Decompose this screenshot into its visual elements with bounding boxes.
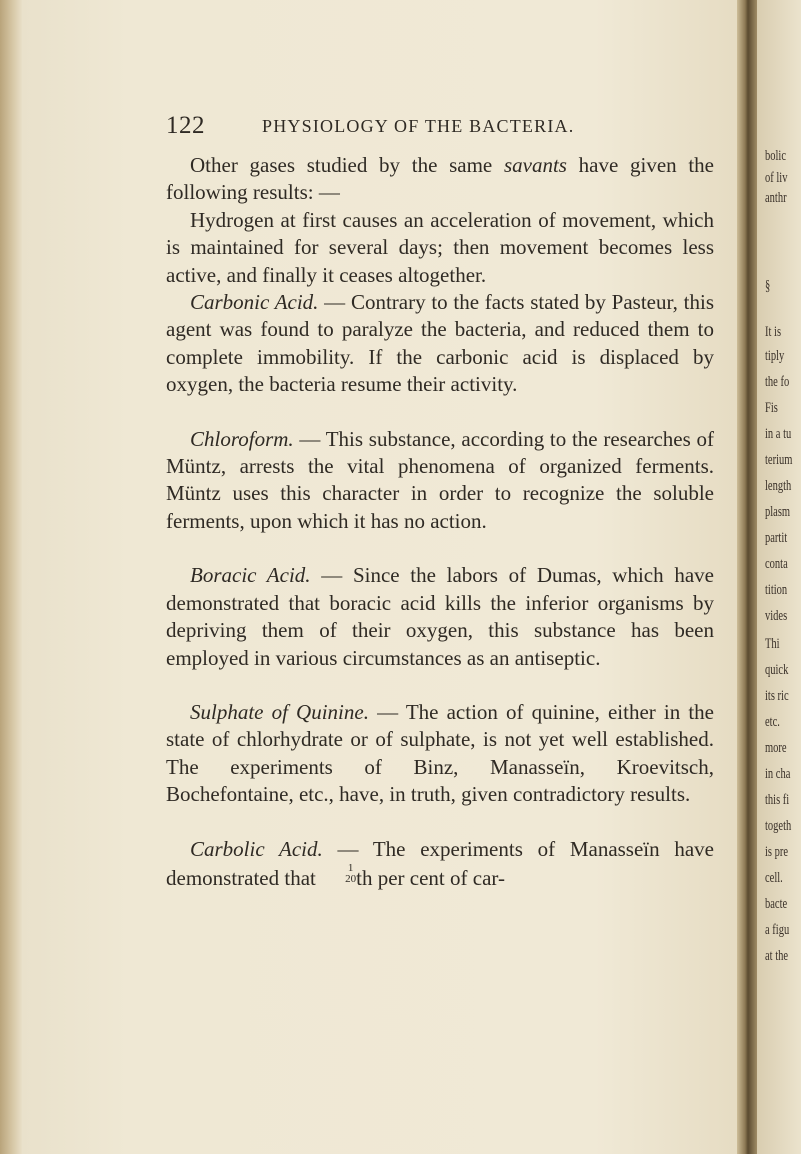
intro-emphasis: savants (503, 153, 567, 177)
paragraph-chloroform (166, 426, 714, 536)
next-page-fragment: conta (765, 556, 788, 572)
fraction-numerator: 1 (347, 861, 354, 874)
next-page-fragment: Thi (765, 636, 780, 652)
body-text (166, 152, 714, 892)
next-page-fragment: this fi (765, 792, 790, 808)
paragraph-carbolic-acid (166, 836, 714, 893)
chloroform-heading: Chloroform. (190, 426, 294, 451)
boracic-acid-dash: — (310, 563, 353, 588)
next-page-fragment: in a tu (765, 426, 792, 442)
chloroform-text: This substance, according to the researches of Müntz, arrests the vital phenomena of organized ferments. Müntz uses this character in order to recognize the soluble ferments, upon which it has no action. (166, 426, 714, 533)
sulphate-of-quinine-heading: Sulphate of Quinine. (190, 699, 369, 724)
next-page-fragment: terium (765, 452, 793, 468)
next-page-fragment: a figu (765, 922, 790, 938)
fraction (321, 863, 356, 885)
fraction-denominator: 20 (345, 872, 357, 885)
next-page-fragment: at the (765, 948, 789, 964)
next-page-fragment: of liv (765, 170, 788, 186)
next-page-fragment: anthr (765, 190, 787, 206)
paragraph-sulphate-of-quinine (166, 699, 714, 809)
carbolic-acid-heading: Carbolic Acid. (190, 836, 323, 861)
next-page-fragment: the fo (765, 374, 790, 390)
next-page-fragment: cell. (765, 870, 783, 886)
hydrogen-text: Hydrogen at first causes an acceleration of movement, which is maintained for several days; then movement becomes less active, and finally it ceases altogether. (166, 207, 714, 287)
next-page-fragment: etc. (765, 714, 780, 730)
next-page-fragment: bacte (765, 896, 788, 912)
chloroform-dash: — (293, 426, 326, 451)
carbolic-acid-text-after: th per cent of car- (356, 865, 505, 890)
intro-text-before: Other gases studied by the same (190, 153, 504, 177)
paragraph-intro (166, 152, 714, 207)
book-left-edge (0, 0, 22, 1154)
next-page-fragment: plasm (765, 504, 791, 520)
sulphate-of-quinine-dash: — (368, 699, 406, 724)
carbonic-acid-text: Contrary to the facts stated by Pasteur, this agent was found to paralyze the bacteria, and reduced them to complete immobility. If the carbonic acid is displaced by oxygen, the bacteria resume their activity. (166, 290, 714, 397)
page-header (166, 112, 726, 142)
book-gutter (737, 0, 757, 1154)
sulphate-of-quinine-text: The action of quinine, either in the state of chlorhydrate or of sulphate, is not yet well established. The experiments of Binz, Manasseïn, Kroevitsch, Bochefontaine, etc., have, in truth, given contradictory results. (166, 699, 714, 807)
paragraph-hydrogen (166, 207, 714, 289)
next-page-fragment: partit (765, 530, 788, 546)
next-page-fragment: tiply (765, 348, 785, 364)
paragraph-carbonic-acid (166, 289, 714, 399)
next-page-fragment: is pre (765, 844, 789, 860)
next-page-edge (757, 0, 801, 1154)
next-page-fragment: It is (765, 324, 782, 340)
boracic-acid-heading: Boracic Acid. (190, 563, 311, 588)
next-page-fragment: quick (765, 662, 789, 678)
next-page-fragment: tition (765, 582, 788, 598)
carbolic-acid-dash: — (322, 836, 373, 861)
boracic-acid-text: Since the labors of Dumas, which have demonstrated that boracic acid kills the inferior organisms by depriving them of their oxygen, this substance has been employed in various circumstances as an antiseptic. (166, 563, 714, 670)
next-page-fragment: togeth (765, 818, 792, 834)
next-page-fragment: its ric (765, 688, 789, 704)
next-page-fragment: Fis (765, 400, 778, 416)
next-page-fragment: bolic (765, 148, 786, 164)
next-page-fragment: length (765, 478, 792, 494)
paragraph-boracic-acid (166, 562, 714, 672)
running-head: PHYSIOLOGY OF THE BACTERIA. (262, 116, 575, 136)
carbonic-acid-dash: — (318, 290, 351, 315)
intro-text-after: have given the following results: — (166, 153, 714, 205)
page-number: 122 (166, 112, 205, 139)
next-page-fragment: § (765, 278, 771, 294)
carbolic-acid-text-before: The experiments of Manasseïn have demonstrated that (166, 836, 715, 890)
carbonic-acid-heading: Carbonic Acid. (190, 290, 319, 315)
next-page-fragment: more (765, 740, 787, 756)
next-page-fragment: in cha (765, 766, 791, 782)
next-page-fragment: vides (765, 608, 788, 624)
